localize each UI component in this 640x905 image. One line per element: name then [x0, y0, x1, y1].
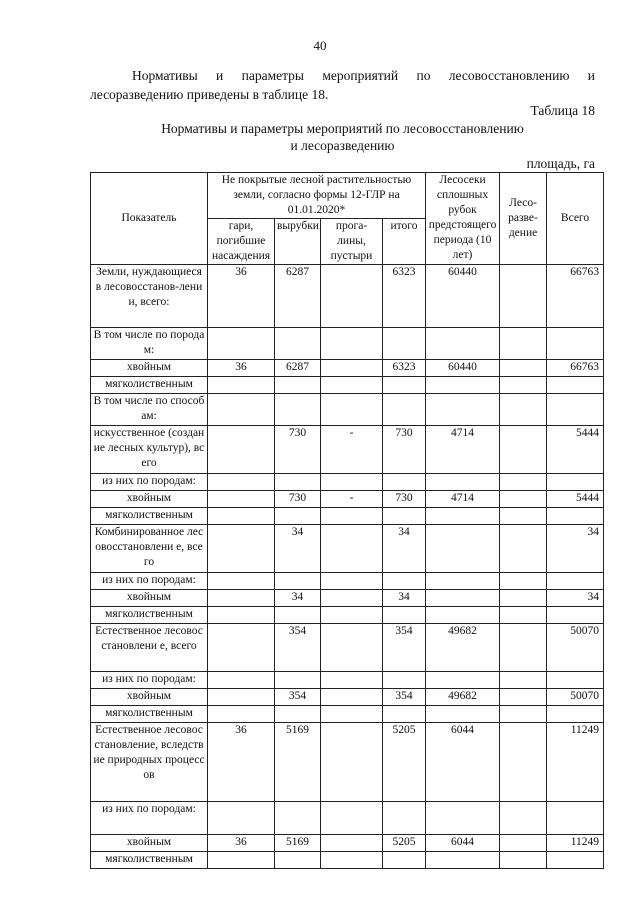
- cell-glades: [321, 706, 383, 723]
- cell-afforest: [500, 624, 547, 672]
- cell-afforest: [500, 525, 547, 573]
- cell-glades: [321, 852, 383, 869]
- cell-burns: [208, 491, 275, 508]
- cell-clear-cut: 4714: [426, 491, 500, 508]
- cell-total-nc: 730: [383, 491, 426, 508]
- cell-total: [547, 573, 604, 590]
- cell-burns: [208, 689, 275, 706]
- cell-total-nc: [383, 607, 426, 624]
- cell-afforest: [500, 706, 547, 723]
- cell-clear-cut: [426, 328, 500, 360]
- cell-glades: [321, 474, 383, 491]
- table-row: [91, 573, 604, 590]
- cell-total-nc: [383, 573, 426, 590]
- cell-glades: [321, 802, 383, 835]
- cell-total: [547, 802, 604, 835]
- cell-burns: [208, 624, 275, 672]
- cell-cuttings: [275, 672, 321, 689]
- table-row: [91, 265, 604, 328]
- cell-burns: [208, 802, 275, 835]
- cell-cuttings: [275, 474, 321, 491]
- cell-total-nc: 5205: [383, 723, 426, 802]
- header-afforestation: Лесо-разве-дение: [500, 173, 547, 265]
- norms-table: [90, 172, 604, 869]
- cell-total-nc: 6323: [383, 360, 426, 377]
- cell-total: [547, 328, 604, 360]
- cell-afforest: [500, 328, 547, 360]
- cell-total-nc: 34: [383, 590, 426, 607]
- cell-glades: -: [321, 491, 383, 508]
- table-row: [91, 672, 604, 689]
- cell-glades: -: [321, 426, 383, 474]
- table-row: [91, 607, 604, 624]
- cell-glades: [321, 360, 383, 377]
- cell-total: 50070: [547, 624, 604, 672]
- cell-label: Земли, нуждающиеся в лесовосстанов-лении, всего:: [91, 265, 208, 328]
- units-label: площадь, га: [526, 156, 595, 171]
- cell-clear-cut: 49682: [426, 689, 500, 706]
- table-title: [90, 120, 595, 154]
- cell-total: [547, 377, 604, 394]
- cell-cuttings: 34: [275, 590, 321, 607]
- cell-burns: [208, 672, 275, 689]
- header-not-covered: Не покрытые лесной растительностью земли, согласно формы 12-ГЛР на 01.01.2020*: [208, 173, 426, 219]
- cell-afforest: [500, 508, 547, 525]
- cell-burns: [208, 525, 275, 573]
- cell-total: [547, 706, 604, 723]
- cell-afforest: [500, 835, 547, 852]
- cell-label: Естественное лесовосстановление, вследствие природных процессов: [91, 723, 208, 802]
- cell-label: хвойным: [91, 689, 208, 706]
- table-row: [91, 328, 604, 360]
- cell-clear-cut: 60440: [426, 360, 500, 377]
- cell-afforest: [500, 723, 547, 802]
- cell-label: из них по породам:: [91, 802, 208, 835]
- cell-total: [547, 394, 604, 426]
- cell-afforest: [500, 672, 547, 689]
- cell-cuttings: [275, 328, 321, 360]
- cell-total: [547, 852, 604, 869]
- cell-total-nc: [383, 508, 426, 525]
- header-cuttings: вырубки: [275, 219, 321, 265]
- header-total-nc: итого: [383, 219, 426, 265]
- cell-total: [547, 607, 604, 624]
- page-number: 40: [313, 38, 327, 53]
- cell-burns: [208, 508, 275, 525]
- cell-burns: [208, 394, 275, 426]
- cell-cuttings: 5169: [275, 723, 321, 802]
- cell-glades: [321, 377, 383, 394]
- cell-label: мягколиственным: [91, 706, 208, 723]
- cell-label: В том числе по породам:: [91, 328, 208, 360]
- cell-clear-cut: 6044: [426, 723, 500, 802]
- cell-total: 11249: [547, 723, 604, 802]
- cell-burns: [208, 852, 275, 869]
- table-row: [91, 706, 604, 723]
- intro-line-2: лесоразведению приведены в таблице 18.: [90, 87, 329, 102]
- cell-cuttings: [275, 377, 321, 394]
- cell-afforest: [500, 426, 547, 474]
- cell-glades: [321, 607, 383, 624]
- table-row: [91, 689, 604, 706]
- cell-total: 34: [547, 590, 604, 607]
- cell-burns: [208, 426, 275, 474]
- cell-cuttings: [275, 394, 321, 426]
- cell-cuttings: [275, 607, 321, 624]
- cell-total-nc: 354: [383, 689, 426, 706]
- cell-glades: [321, 723, 383, 802]
- cell-total: [547, 474, 604, 491]
- cell-label: мягколиственным: [91, 377, 208, 394]
- cell-clear-cut: [426, 802, 500, 835]
- cell-total-nc: 5205: [383, 835, 426, 852]
- header-glades: прога-лины, пустыри: [321, 219, 383, 265]
- cell-glades: [321, 508, 383, 525]
- cell-label: В том числе по способам:: [91, 394, 208, 426]
- cell-cuttings: [275, 852, 321, 869]
- cell-label: из них по породам:: [91, 672, 208, 689]
- cell-glades: [321, 835, 383, 852]
- cell-afforest: [500, 802, 547, 835]
- cell-glades: [321, 525, 383, 573]
- cell-total: 5444: [547, 491, 604, 508]
- cell-burns: [208, 328, 275, 360]
- cell-clear-cut: [426, 525, 500, 573]
- cell-clear-cut: 49682: [426, 624, 500, 672]
- cell-label: Естественное лесовосстановлени е, всего: [91, 624, 208, 672]
- cell-clear-cut: [426, 394, 500, 426]
- cell-label: хвойным: [91, 360, 208, 377]
- table-row: [91, 835, 604, 852]
- cell-label: хвойным: [91, 835, 208, 852]
- cell-label: мягколиственным: [91, 508, 208, 525]
- cell-cuttings: 5169: [275, 835, 321, 852]
- table-row: [91, 508, 604, 525]
- cell-burns: [208, 474, 275, 491]
- cell-total-nc: [383, 328, 426, 360]
- cell-total-nc: [383, 852, 426, 869]
- cell-afforest: [500, 377, 547, 394]
- cell-total-nc: [383, 706, 426, 723]
- cell-glades: [321, 265, 383, 328]
- cell-label: хвойным: [91, 491, 208, 508]
- cell-total: 50070: [547, 689, 604, 706]
- cell-cuttings: 34: [275, 525, 321, 573]
- cell-clear-cut: [426, 607, 500, 624]
- cell-clear-cut: [426, 852, 500, 869]
- table-title-line-2: и лесоразведению: [290, 138, 395, 153]
- cell-total-nc: [383, 394, 426, 426]
- cell-afforest: [500, 474, 547, 491]
- cell-clear-cut: [426, 706, 500, 723]
- cell-total: [547, 508, 604, 525]
- table-body: [91, 265, 604, 869]
- header-total: Всего: [547, 173, 604, 265]
- table-row: [91, 426, 604, 474]
- cell-clear-cut: [426, 573, 500, 590]
- cell-burns: [208, 590, 275, 607]
- cell-label: искусственное (создание лесных культур), всего: [91, 426, 208, 474]
- cell-afforest: [500, 689, 547, 706]
- cell-clear-cut: 60440: [426, 265, 500, 328]
- cell-afforest: [500, 360, 547, 377]
- cell-cuttings: 6287: [275, 360, 321, 377]
- cell-glades: [321, 672, 383, 689]
- cell-total-nc: [383, 802, 426, 835]
- cell-burns: [208, 607, 275, 624]
- cell-clear-cut: [426, 377, 500, 394]
- cell-label: мягколиственным: [91, 852, 208, 869]
- cell-glades: [321, 624, 383, 672]
- cell-burns: 36: [208, 360, 275, 377]
- intro-line-1: Нормативы и параметры мероприятий по лесовосстановлению и: [132, 68, 595, 83]
- cell-clear-cut: [426, 590, 500, 607]
- cell-cuttings: 6287: [275, 265, 321, 328]
- table-row: [91, 394, 604, 426]
- table-row: [91, 590, 604, 607]
- cell-afforest: [500, 394, 547, 426]
- cell-clear-cut: [426, 672, 500, 689]
- cell-glades: [321, 573, 383, 590]
- table-row: [91, 802, 604, 835]
- cell-cuttings: 730: [275, 491, 321, 508]
- header-indicator: Показатель: [91, 173, 208, 265]
- table-row: [91, 624, 604, 672]
- intro-paragraph: [90, 66, 595, 104]
- cell-label: из них по породам:: [91, 474, 208, 491]
- cell-burns: [208, 377, 275, 394]
- cell-label: мягколиственным: [91, 607, 208, 624]
- table-row: [91, 377, 604, 394]
- cell-cuttings: 730: [275, 426, 321, 474]
- cell-total: 11249: [547, 835, 604, 852]
- cell-label: хвойным: [91, 590, 208, 607]
- cell-afforest: [500, 852, 547, 869]
- header-clear-cut: Лесосеки сплошных рубок предстоящего периода (10 лет): [426, 173, 500, 265]
- cell-glades: [321, 328, 383, 360]
- cell-burns: [208, 573, 275, 590]
- cell-total: 66763: [547, 360, 604, 377]
- cell-total: 34: [547, 525, 604, 573]
- cell-clear-cut: 4714: [426, 426, 500, 474]
- cell-cuttings: [275, 508, 321, 525]
- cell-afforest: [500, 265, 547, 328]
- cell-glades: [321, 394, 383, 426]
- table-row: [91, 360, 604, 377]
- cell-cuttings: [275, 802, 321, 835]
- table-row: [91, 474, 604, 491]
- cell-label: Комбинированное лесовосстановлени е, всего: [91, 525, 208, 573]
- cell-burns: 36: [208, 835, 275, 852]
- cell-total: [547, 672, 604, 689]
- cell-total-nc: 730: [383, 426, 426, 474]
- cell-clear-cut: [426, 508, 500, 525]
- cell-total-nc: [383, 377, 426, 394]
- table-label: Таблица 18: [530, 103, 595, 118]
- table-row: [91, 852, 604, 869]
- cell-total-nc: 6323: [383, 265, 426, 328]
- cell-afforest: [500, 573, 547, 590]
- cell-burns: 36: [208, 265, 275, 328]
- cell-cuttings: [275, 573, 321, 590]
- table-header-row-1: [91, 173, 604, 219]
- table-row: [91, 525, 604, 573]
- cell-total: 5444: [547, 426, 604, 474]
- cell-cuttings: 354: [275, 689, 321, 706]
- cell-burns: 36: [208, 723, 275, 802]
- cell-afforest: [500, 491, 547, 508]
- cell-cuttings: 354: [275, 624, 321, 672]
- cell-total: 66763: [547, 265, 604, 328]
- table-row: [91, 723, 604, 802]
- cell-total-nc: [383, 474, 426, 491]
- table-title-line-1: Нормативы и параметры мероприятий по лесовосстановлению: [161, 121, 524, 136]
- cell-label: из них по породам:: [91, 573, 208, 590]
- table-row: [91, 491, 604, 508]
- cell-total-nc: 34: [383, 525, 426, 573]
- cell-total-nc: [383, 672, 426, 689]
- cell-glades: [321, 590, 383, 607]
- cell-total-nc: 354: [383, 624, 426, 672]
- header-burns: гари, погибшие насаждения: [208, 219, 275, 265]
- cell-clear-cut: 6044: [426, 835, 500, 852]
- cell-burns: [208, 706, 275, 723]
- cell-afforest: [500, 590, 547, 607]
- cell-glades: [321, 689, 383, 706]
- cell-clear-cut: [426, 474, 500, 491]
- cell-afforest: [500, 607, 547, 624]
- cell-cuttings: [275, 706, 321, 723]
